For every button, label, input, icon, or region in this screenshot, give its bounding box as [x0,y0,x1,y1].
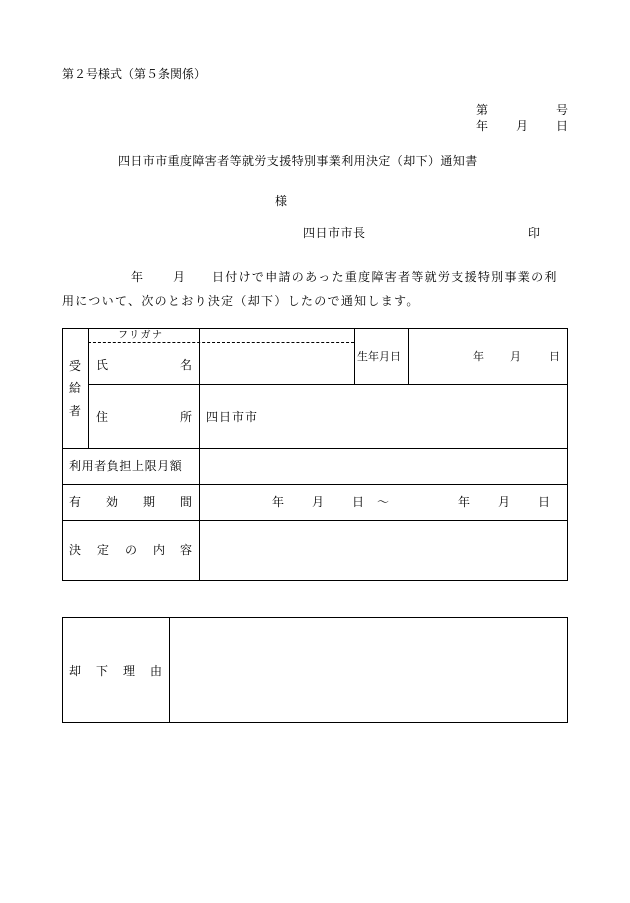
recipient-label-2: 給 [69,381,82,395]
date-year: 年 [476,119,489,133]
period-label-4: 間 [180,495,193,509]
birthdate-day: 日 [549,350,560,363]
birthdate-year: 年 [473,350,484,363]
doc-number-go: 号 [556,103,569,117]
period-end-day: 日 [538,495,551,509]
body-text-line1: 日付けで申請のあった重度障害者等就労支援特別事業の利 [212,270,558,284]
date-month: 月 [516,119,529,133]
birthdate-label: 生年月日 [357,350,401,363]
issuer-name: 四日市市長 [303,226,366,240]
name-label-right: 名 [180,358,193,372]
decision-label-4: 内 [153,543,166,557]
reason-label-1: 却 [69,664,82,678]
period-start-month: 月 [312,495,325,509]
period-start-year: 年 [272,495,285,509]
period-end-month: 月 [498,495,511,509]
reason-label-2: 下 [96,664,109,678]
decision-content-field[interactable] [200,521,567,580]
period-end-year: 年 [458,495,471,509]
seal-mark: 印 [528,226,541,240]
page-title: 四日市市重度障害者等就労支援特別事業利用決定（却下）通知書 [118,154,478,168]
copay-field[interactable] [200,449,567,484]
decision-label-5: 容 [180,543,193,557]
reason-label-3: 理 [123,664,136,678]
rejection-reason-field[interactable] [170,618,567,722]
address-label-right: 所 [180,410,193,424]
period-start-day: 日 [352,495,365,509]
birthdate-month: 月 [510,350,521,363]
date-day: 日 [556,119,569,133]
period-label-2: 効 [106,495,119,509]
address-label-left: 住 [96,410,109,424]
furigana-field[interactable] [200,329,354,342]
name-label-left: 氏 [96,358,109,372]
body-year: 年 [131,270,144,284]
body-text-line2: 用について、次のとおり決定（却下）したので通知します。 [62,294,420,308]
period-tilde: 〜 [377,495,390,509]
recipient-label-3: 者 [69,404,82,418]
furigana-label: フリガナ [118,330,164,341]
recipient-label-1: 受 [69,359,82,373]
name-field[interactable] [200,343,354,384]
copay-label: 利用者負担上限月額 [69,459,183,473]
period-label-1: 有 [69,495,82,509]
form-number: 第２号様式（第５条関係） [62,67,207,81]
period-label-3: 期 [143,495,156,509]
body-month: 月 [173,270,186,284]
address-value: 四日市市 [206,410,259,424]
addressee-suffix: 様 [275,194,288,208]
decision-label-2: 定 [97,543,110,557]
doc-number-dai: 第 [476,103,489,117]
decision-label-3: の [125,543,138,557]
reason-label-4: 由 [150,664,163,678]
decision-label-1: 決 [69,543,82,557]
